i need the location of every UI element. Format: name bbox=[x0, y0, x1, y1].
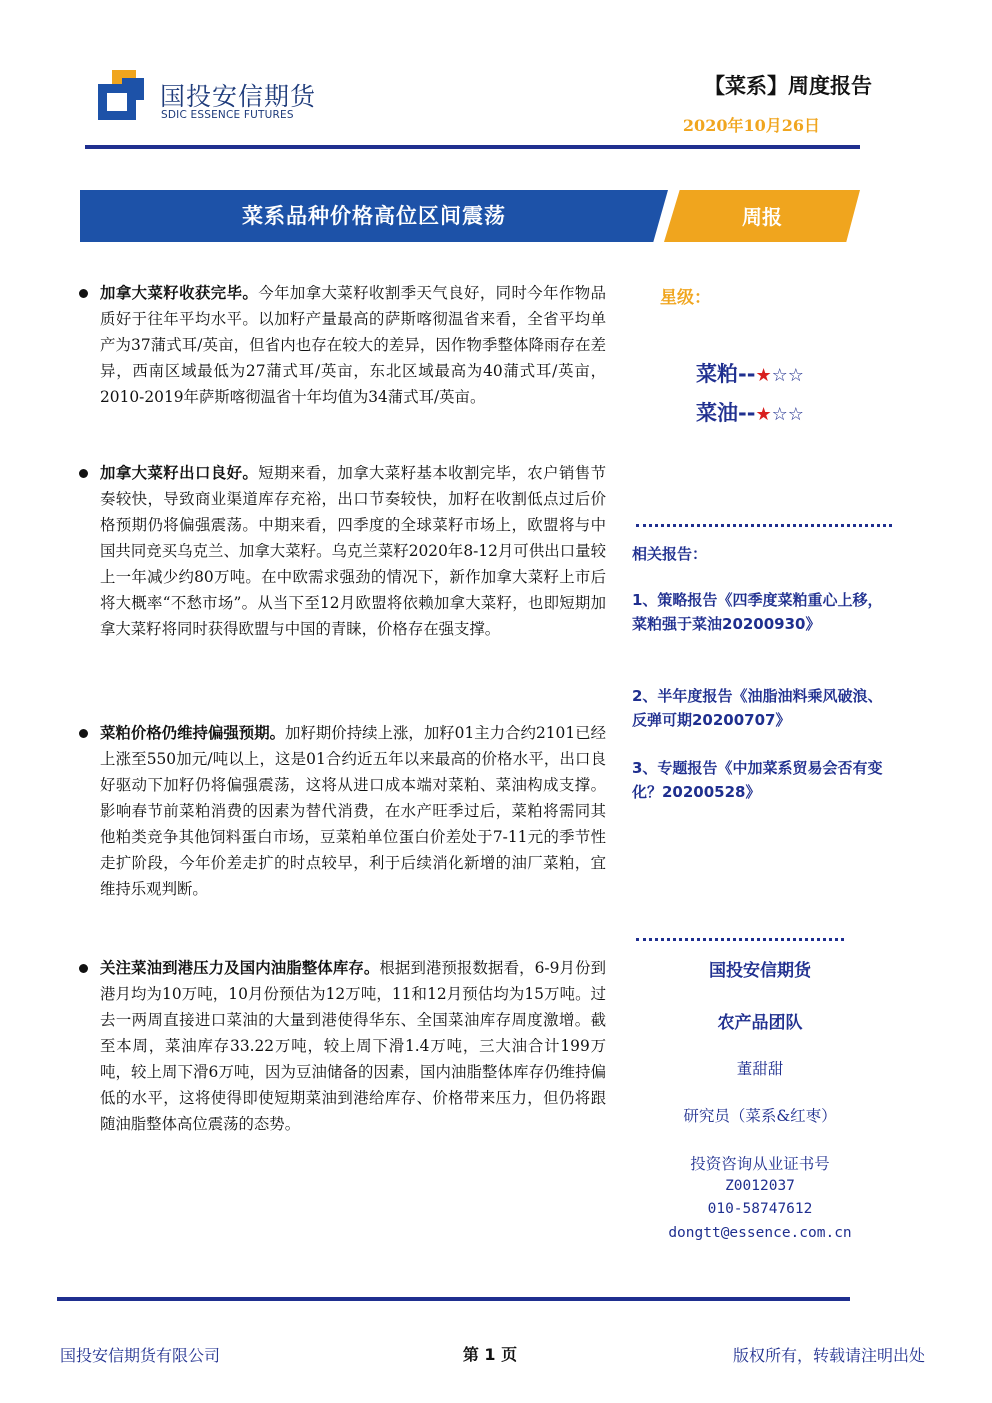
rating-separator: -- bbox=[738, 362, 756, 386]
logo-company-name-en: SDIC ESSENCE FUTURES bbox=[161, 109, 294, 121]
star-filled-icon: ★ bbox=[755, 365, 772, 386]
team-email[interactable]: dongtt@essence.com.cn bbox=[668, 1225, 852, 1241]
footer-copyright: 版权所有，转载请注明出处 bbox=[732, 1346, 925, 1365]
rating-item-name: 菜粕 bbox=[696, 362, 738, 386]
rating-row-meal bbox=[696, 358, 804, 388]
header-divider bbox=[85, 145, 860, 149]
bullet-icon bbox=[79, 964, 88, 973]
section-paragraph bbox=[100, 955, 606, 1137]
team-phone: 010-58747612 bbox=[707, 1201, 813, 1217]
company-logo-icon bbox=[98, 70, 148, 120]
related-report-link[interactable]: 2、半年度报告《油脂油料乘风破浪、反弹可期20200707》 bbox=[632, 687, 883, 729]
section-body: 短期来看，加拿大菜籽基本收割完毕，农户销售节奏较快，导致商业渠道库存充裕，出口节奏较快，加籽在收割低点过后价格预期仍将偏强震荡。中期来看，四季度的全球菜籽市场上，欧盟将与中国共同竞买乌克兰、加拿大菜籽。乌克兰菜籽2020年8-12月可供出口量较上一年减少约80万吨。在中欧需求强劲的情况下，新作加拿大菜籽上市后将大概率“不愁市场”。从当下至12月欧盟将依赖加拿大菜籽，也即短期加拿大菜籽将同时获得欧盟与中国的青睐，价格存在强支撑。 bbox=[100, 464, 606, 638]
star-empty-icon: ☆☆ bbox=[771, 404, 804, 425]
section-oil-inventory bbox=[76, 955, 606, 1137]
team-department: 农产品团队 bbox=[717, 1013, 803, 1033]
report-date: 2020年10月26日 bbox=[682, 116, 820, 135]
team-company: 国投安信期货 bbox=[709, 961, 811, 981]
team-analyst-role: 研究员（菜系&红枣） bbox=[683, 1107, 837, 1125]
section-paragraph bbox=[100, 460, 606, 642]
star-empty-icon: ☆☆ bbox=[771, 365, 804, 386]
related-divider bbox=[636, 524, 892, 527]
rating-row-oil bbox=[696, 397, 804, 427]
related-report-link[interactable]: 1、策略报告《四季度菜粕重心上移，菜粕强于菜油20200930》 bbox=[632, 591, 883, 633]
section-lead: 加拿大菜籽收获完毕。 bbox=[100, 284, 259, 302]
team-license-number: Z0012037 bbox=[725, 1178, 795, 1194]
section-paragraph bbox=[100, 280, 606, 410]
team-license-label: 投资咨询从业证书号 bbox=[690, 1155, 830, 1173]
report-tag: 周报 bbox=[742, 205, 782, 229]
team-divider bbox=[636, 938, 844, 941]
section-body: 加籽期价持续上涨，加籽01主力合约2101已经上涨至550加元/吨以上，这是01合约近五年以来最高的价格水平，出口良好驱动下加籽仍将偏强震荡，这将从进口成本端对菜粕、菜油构成支撑。影响春节前菜粕消费的因素为替代消费，在水产旺季过后，菜粕将需同其他粕类竞争其他饲料蛋白市场，豆菜粕单位蛋白价差处于7-11元的季节性走扩阶段，今年价差走扩的时点较早，利于后续消化新增的油厂菜粕，宜维持乐观判断。 bbox=[100, 724, 606, 898]
star-filled-icon: ★ bbox=[755, 404, 772, 425]
section-lead: 关注菜油到港压力及国内油脂整体库存。 bbox=[100, 959, 380, 977]
bullet-icon bbox=[79, 469, 88, 478]
section-paragraph bbox=[100, 720, 606, 902]
related-report-link[interactable]: 3、专题报告《中加菜系贸易会否有变化？20200528》 bbox=[632, 759, 883, 801]
section-lead: 菜粕价格仍维持偏强预期。 bbox=[100, 724, 286, 742]
section-body: 根据到港预报数据看，6-9月份到港月均为10万吨，10月份预估为12万吨，11和12月预估均为15万吨。过去一两周直接进口菜油的大量到港使得华东、全国菜油库存周度激增。截至本周，菜油库存33.22万吨，较上周下滑1.4万吨，三大油合计199万吨，较上周下滑6万吨，因为豆油储备的因素，国内油脂整体库存仍维持偏低的水平，这将使得即使短期菜油到港给库存、价格带来压力，但仍将跟随油脂整体高位震荡的态势。 bbox=[100, 959, 606, 1133]
section-lead: 加拿大菜籽出口良好。 bbox=[100, 464, 259, 482]
section-canola-harvest bbox=[76, 280, 606, 410]
rating-separator: -- bbox=[738, 401, 756, 425]
footer-divider bbox=[57, 1297, 850, 1301]
report-type: 【菜系】周度报告 bbox=[704, 74, 872, 98]
page-number: 第 1 页 bbox=[462, 1345, 518, 1364]
logo-company-name: 国投安信期货 bbox=[160, 82, 317, 111]
section-meal-price bbox=[76, 720, 606, 902]
bullet-icon bbox=[79, 289, 88, 298]
section-canola-export bbox=[76, 460, 606, 642]
rating-item-name: 菜油 bbox=[696, 401, 738, 425]
report-title: 菜系品种价格高位区间震荡 bbox=[242, 204, 506, 228]
bullet-icon bbox=[79, 729, 88, 738]
team-analyst-name: 董甜甜 bbox=[736, 1060, 784, 1078]
rating-label: 星级： bbox=[660, 288, 711, 308]
section-body: 今年加拿大菜籽收割季天气良好，同时今年作物品质好于往年平均水平。以加籽产量最高的萨斯喀彻温省来看，全省平均单产为37蒲式耳/英亩，但省内也存在较大的差异，因作物季整体降雨存在差异，西南区域最低为27蒲式耳/英亩，东北区域最高为40蒲式耳/英亩，2010-2019年萨斯喀彻温省十年均值为34蒲式耳/英亩。 bbox=[100, 284, 606, 406]
related-reports-title: 相关报告： bbox=[632, 545, 708, 563]
footer-company: 国投安信期货有限公司 bbox=[60, 1346, 221, 1365]
